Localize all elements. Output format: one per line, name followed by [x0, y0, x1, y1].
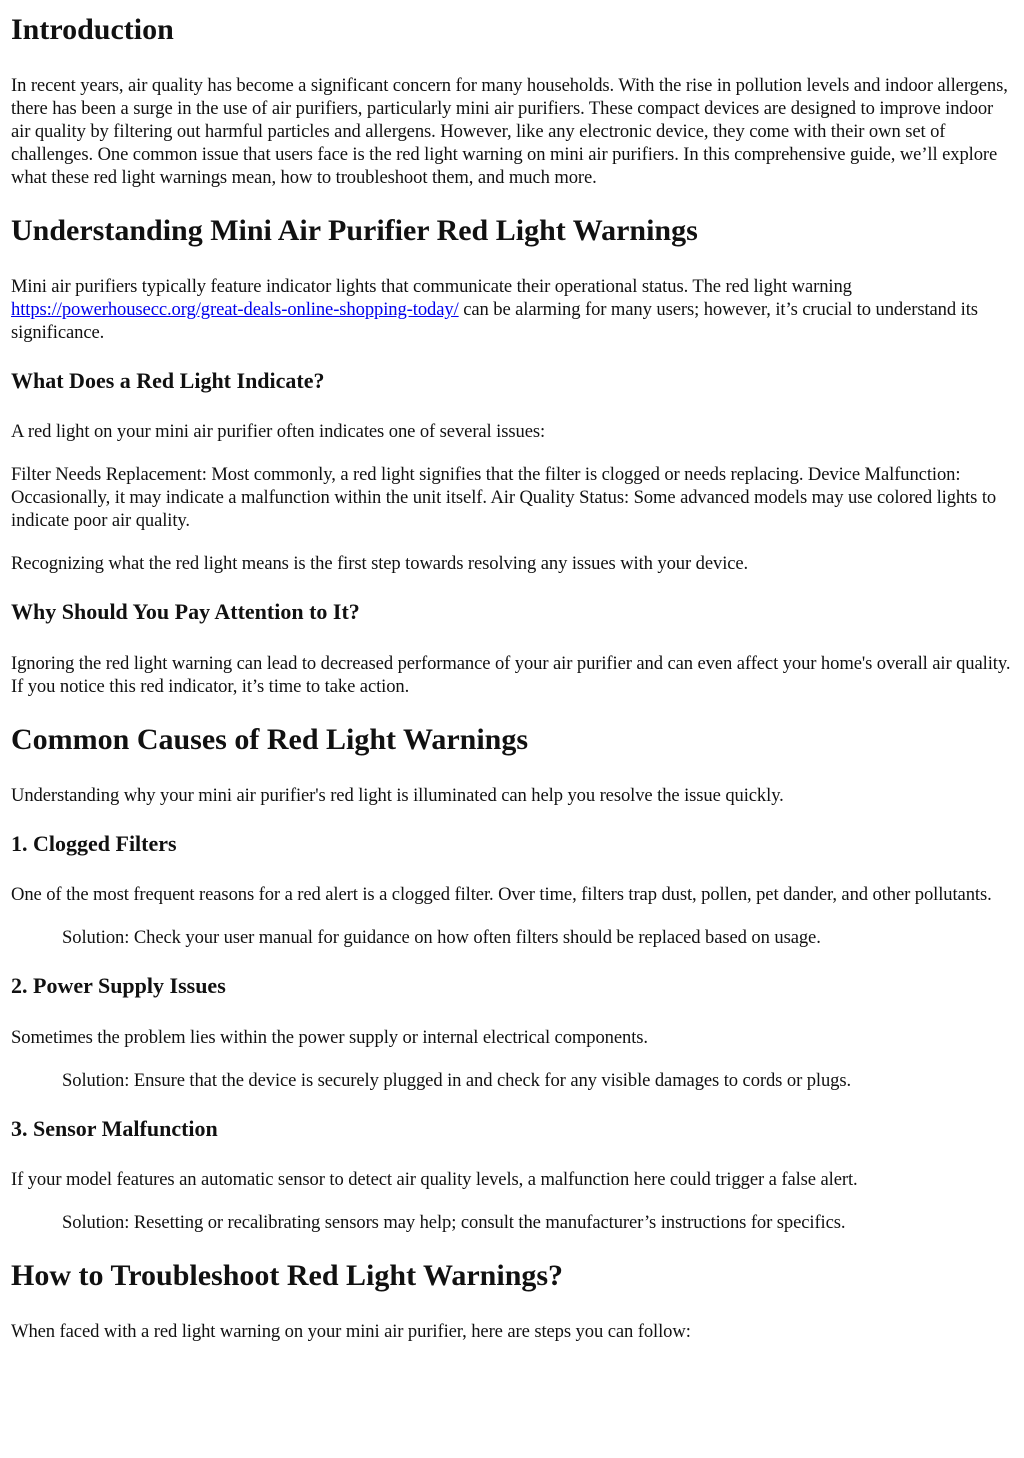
causes-heading: Common Causes of Red Light Warnings: [11, 722, 529, 756]
power-heading: 2. Power Supply Issues: [11, 973, 226, 999]
intro-heading: Introduction: [11, 13, 174, 46]
what-paragraph-2: Filter Needs Replacement: Most commonly, a red light signifies that the filter is clogged or needs replacing. Device Malfunction: Occasionally, it may indicate a malfunction within the unit itself. Air Quality Status: Some advanced models may use colored lights to indicate poor air quality.: [11, 464, 997, 532]
sensor-paragraph: If your model features an automatic sensor to detect air quality levels, a malfunction here could trigger a false alert.: [11, 1168, 858, 1190]
clogged-heading: 1. Clogged Filters: [11, 830, 177, 856]
sensor-solution: Solution: Resetting or recalibrating sensors may help; consult the manufacturer’s instructions for specifics.: [62, 1211, 846, 1233]
causes-paragraph: Understanding why your mini air purifier's red light is illuminated can help you resolve the issue quickly.: [11, 784, 784, 806]
what-paragraph-3: Recognizing what the red light means is the first step towards resolving any issues with your device.: [11, 553, 749, 575]
document-page: [0, 12, 1024, 1343]
understanding-text-after: can be alarming for many users; however, it’s crucial to understand its significance.: [11, 299, 978, 343]
powerhouse-link[interactable]: https://powerhousecc.org/great-deals-online-shopping-today/: [11, 299, 459, 320]
understanding-text-before: Mini air purifiers typically feature indicator lights that communicate their operational status. The red light warning: [11, 276, 852, 297]
clogged-paragraph: One of the most frequent reasons for a red alert is a clogged filter. Over time, filters trap dust, pollen, pet dander, and other pollutants.: [11, 884, 992, 906]
why-heading: Why Should You Pay Attention to It?: [11, 599, 360, 625]
clogged-solution: Solution: Check your user manual for guidance on how often filters should be replaced based on usage.: [62, 927, 821, 949]
what-paragraph-1: A red light on your mini air purifier often indicates one of several issues:: [11, 421, 546, 443]
power-paragraph: Sometimes the problem lies within the power supply or internal electrical components.: [11, 1026, 648, 1048]
power-solution: Solution: Ensure that the device is securely plugged in and check for any visible damages to cords or plugs.: [62, 1069, 852, 1091]
understanding-heading: Understanding Mini Air Purifier Red Light Warnings: [11, 214, 698, 247]
sensor-heading: 3. Sensor Malfunction: [11, 1115, 218, 1141]
troubleshoot-heading: How to Troubleshoot Red Light Warnings?: [11, 1258, 564, 1292]
intro-paragraph: In recent years, air quality has become a significant concern for many households. With the rise in pollution levels and indoor allergens, there has been a surge in the use of air purifiers, particularly mini air purifiers. These compact devices are designed to improve indoor air quality by filtering out harmful particles and allergens. However, like any electronic device, they come with their own set of challenges. One common issue that users face is the red light warning on mini air purifiers. In this comprehensive guide, we’ll explore what these red light warnings mean, how to troubleshoot them, and much more.: [11, 75, 1008, 188]
troubleshoot-paragraph: When faced with a red light warning on your mini air purifier, here are steps you can follow:: [11, 1320, 691, 1342]
understanding-paragraph: [11, 275, 1013, 344]
why-paragraph: Ignoring the red light warning can lead to decreased performance of your air purifier and can even affect your home's overall air quality. If you notice this red indicator, it’s time to take action.: [11, 652, 1011, 697]
what-heading: What Does a Red Light Indicate?: [11, 368, 325, 393]
